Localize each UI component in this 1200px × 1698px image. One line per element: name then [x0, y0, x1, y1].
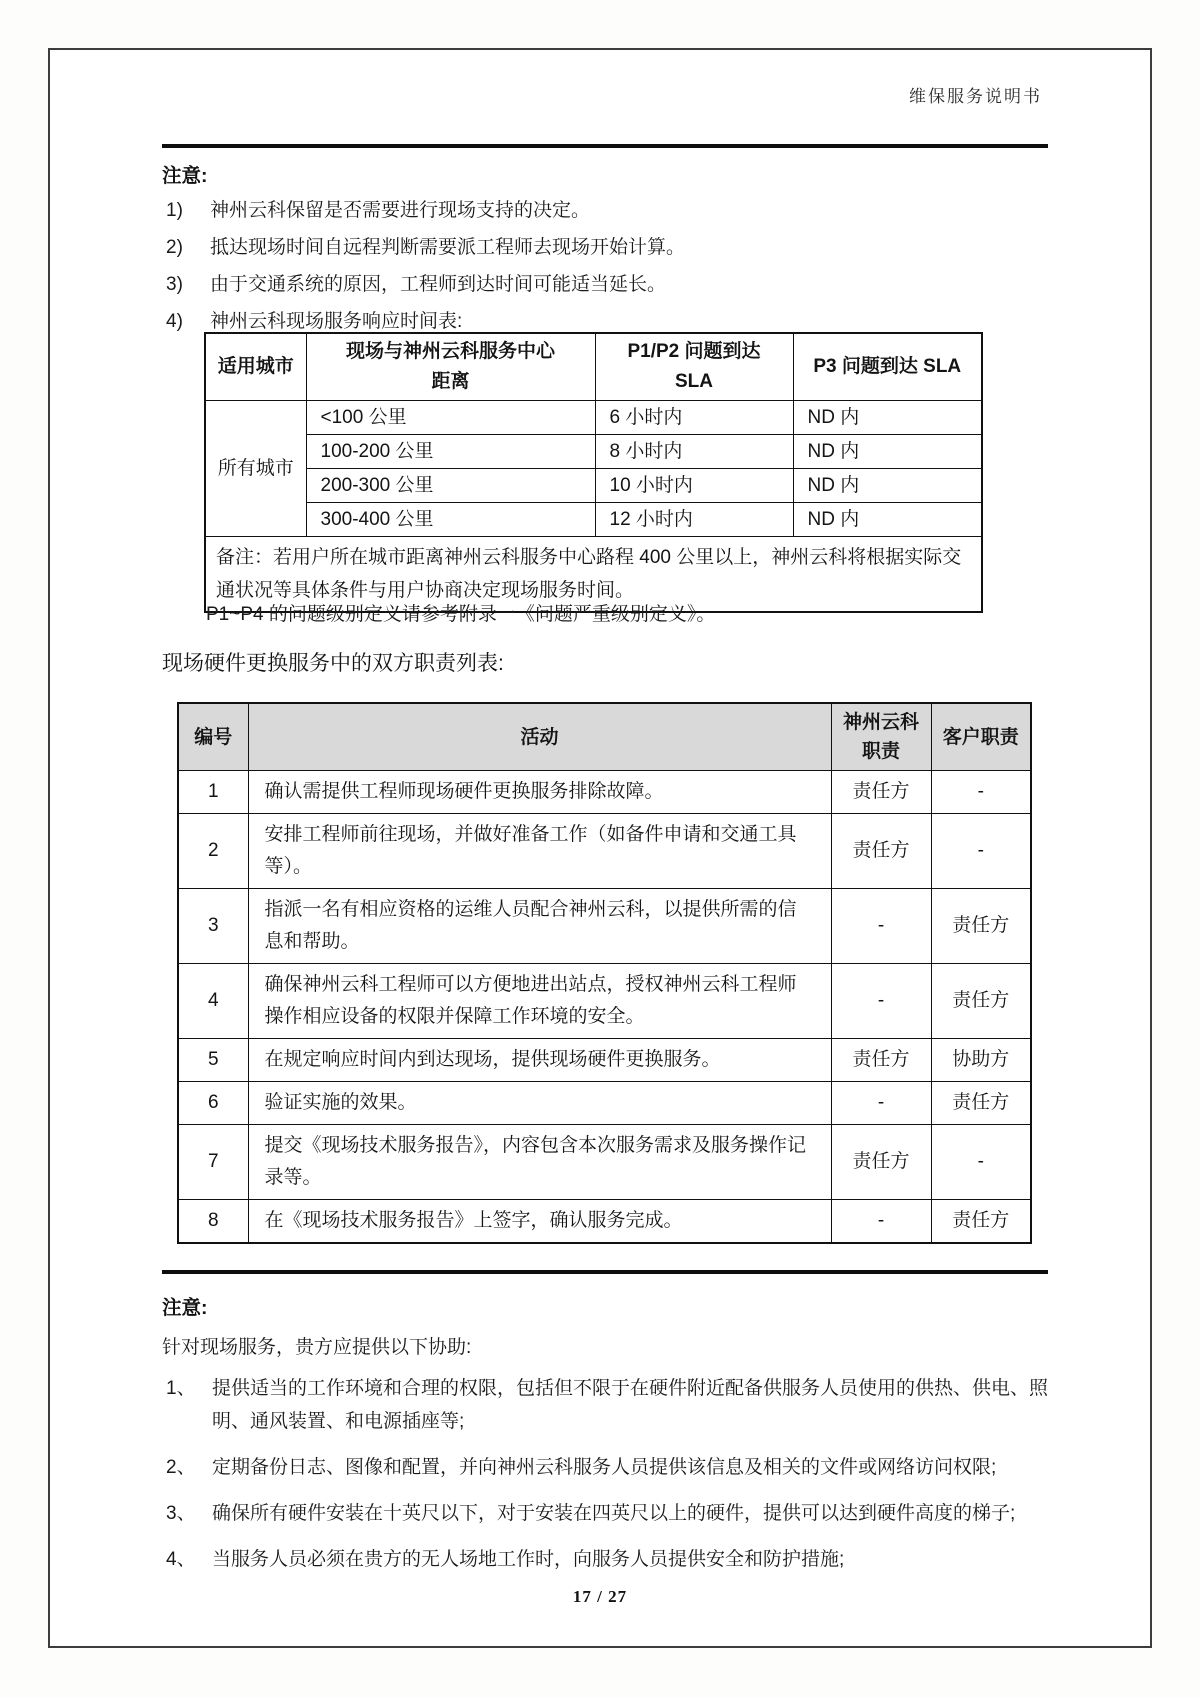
table-header-row — [205, 333, 982, 401]
cell-customer-role: 责任方 — [931, 964, 1031, 1039]
item-text: 确保所有硬件安装在十英尺以下，对于安装在四英尺以上的硬件，提供可以达到硬件高度的梯子; — [212, 1503, 1016, 1524]
list-item — [166, 192, 1066, 229]
cell-customer-role: - — [931, 814, 1031, 889]
col-header-no: 编号 — [178, 703, 248, 771]
cell-city: 所有城市 — [205, 401, 306, 537]
cell-activity: 安排工程师前往现场，并做好准备工作（如备件申请和交通工具等）。 — [248, 814, 831, 889]
cell-no: 7 — [178, 1125, 248, 1200]
section-heading: 现场硬件更换服务中的双方职责列表: — [162, 652, 504, 675]
cell-distance: <100 公里 — [306, 401, 595, 435]
cell-p1p2: 6 小时内 — [595, 401, 793, 435]
cell-distance: 300-400 公里 — [306, 503, 595, 537]
col-header-p3-sla: P3 问题到达 SLA — [793, 333, 982, 401]
table-row — [178, 814, 1031, 889]
table-row — [178, 889, 1031, 964]
table-row — [178, 1200, 1031, 1244]
table-row — [205, 503, 982, 537]
item-number: 2) — [166, 237, 183, 258]
table-row — [178, 1125, 1031, 1200]
table-row — [178, 964, 1031, 1039]
assistance-intro: 针对现场服务，贵方应提供以下协助: — [162, 1337, 472, 1358]
page-footer-number: 17 / 27 — [572, 1587, 628, 1606]
cell-activity: 确保神州云科工程师可以方便地进出站点，授权神州云科工程师操作相应设备的权限并保障工作环境的安全。 — [248, 964, 831, 1039]
item-text: 由于交通系统的原因，工程师到达时间可能适当延长。 — [210, 274, 667, 295]
cell-no: 4 — [178, 964, 248, 1039]
list-item — [166, 266, 1066, 303]
cell-no: 2 — [178, 814, 248, 889]
list-item — [166, 1451, 1052, 1484]
sla-response-table — [204, 332, 983, 613]
cell-no: 1 — [178, 771, 248, 814]
note-label-1: 注意: — [162, 165, 208, 187]
cell-customer-role: 协助方 — [931, 1039, 1031, 1082]
cell-remark: 备注：若用户所在城市距离神州云科服务中心路程 400 公里以上，神州云科将根据实际交通状况等具体条件与用户协商决定现场服务时间。 — [205, 537, 982, 613]
cell-customer-role: 责任方 — [931, 889, 1031, 964]
item-text: 抵达现场时间自远程判断需要派工程师去现场开始计算。 — [210, 237, 686, 258]
col-header-vendor-text: 神州云科职责 — [842, 712, 919, 762]
item-text: 提供适当的工作环境和合理的权限，包括但不限于在硬件附近配备供服务人员使用的供热、供电、照明、通风装置、和电源插座等; — [212, 1378, 1049, 1432]
table-row — [178, 771, 1031, 814]
item-number: 1) — [166, 200, 183, 221]
cell-vendor-role: - — [831, 1200, 931, 1244]
list-item — [166, 229, 1066, 266]
cell-no: 8 — [178, 1200, 248, 1244]
item-number: 2、 — [166, 1457, 196, 1478]
col-header-vendor — [831, 703, 931, 771]
cell-vendor-role: 责任方 — [831, 1039, 931, 1082]
ordered-list-1 — [166, 192, 1066, 340]
item-text: 当服务人员必须在贵方的无人场地工作时，向服务人员提供安全和防护措施; — [212, 1549, 845, 1570]
cell-customer-role: - — [931, 771, 1031, 814]
cell-vendor-role: - — [831, 964, 931, 1039]
table-row — [205, 435, 982, 469]
col-header-distance — [306, 333, 595, 401]
cell-vendor-role: 责任方 — [831, 771, 931, 814]
cell-vendor-role: 责任方 — [831, 1125, 931, 1200]
cell-p1p2: 10 小时内 — [595, 469, 793, 503]
item-text: 定期备份日志、图像和配置，并向神州云科服务人员提供该信息及相关的文件或网络访问权限; — [212, 1457, 997, 1478]
col-header-city: 适用城市 — [205, 333, 306, 401]
cell-customer-role: 责任方 — [931, 1082, 1031, 1125]
table-header-row — [178, 703, 1031, 771]
document-page — [48, 48, 1152, 1648]
list-item — [166, 1543, 1052, 1576]
table-row — [178, 1039, 1031, 1082]
cell-distance: 100-200 公里 — [306, 435, 595, 469]
cell-activity: 在《现场技术服务报告》上签字，确认服务完成。 — [248, 1200, 831, 1244]
list-item — [166, 1497, 1052, 1530]
item-text: 神州云科保留是否需要进行现场支持的决定。 — [210, 200, 591, 221]
cell-p1p2: 12 小时内 — [595, 503, 793, 537]
table-remark-row — [205, 537, 982, 613]
item-number: 4、 — [166, 1549, 196, 1570]
cell-vendor-role: - — [831, 1082, 931, 1125]
cell-p3: ND 内 — [793, 401, 982, 435]
cell-no: 3 — [178, 889, 248, 964]
cell-no: 5 — [178, 1039, 248, 1082]
col-header-p1p2-text: P1/P2 问题到达 SLA — [627, 341, 761, 392]
cell-activity: 在规定响应时间内到达现场，提供现场硬件更换服务。 — [248, 1039, 831, 1082]
cell-customer-role: - — [931, 1125, 1031, 1200]
col-header-activity: 活动 — [248, 703, 831, 771]
cell-activity: 提交《现场技术服务报告》，内容包含本次服务需求及服务操作记录等。 — [248, 1125, 831, 1200]
col-header-distance-text: 现场与神州云科服务中心距离 — [345, 341, 555, 392]
cell-vendor-role: - — [831, 889, 931, 964]
bottom-divider-rule — [162, 1270, 1048, 1274]
top-divider-rule — [162, 144, 1048, 148]
cell-activity: 验证实施的效果。 — [248, 1082, 831, 1125]
item-number: 3) — [166, 274, 183, 295]
col-header-customer: 客户职责 — [931, 703, 1031, 771]
cell-distance: 200-300 公里 — [306, 469, 595, 503]
note-label-2: 注意: — [162, 1297, 208, 1319]
item-number: 3、 — [166, 1503, 196, 1524]
responsibility-table — [177, 702, 1032, 1244]
item-number: 1、 — [166, 1378, 196, 1399]
cell-no: 6 — [178, 1082, 248, 1125]
col-header-p1p2-sla — [595, 333, 793, 401]
cell-activity: 指派一名有相应资格的运维人员配合神州云科，以提供所需的信息和帮助。 — [248, 889, 831, 964]
cell-p3: ND 内 — [793, 435, 982, 469]
cell-p3: ND 内 — [793, 469, 982, 503]
item-number: 4) — [166, 311, 183, 332]
cell-p3: ND 内 — [793, 503, 982, 537]
cell-customer-role: 责任方 — [931, 1200, 1031, 1244]
page-header-title: 维保服务说明书 — [909, 87, 1042, 106]
ordered-list-2 — [166, 1372, 1052, 1589]
item-text: 神州云科现场服务响应时间表: — [210, 311, 463, 332]
table-row — [205, 401, 982, 435]
cell-p1p2: 8 小时内 — [595, 435, 793, 469]
cell-activity: 确认需提供工程师现场硬件更换服务排除故障。 — [248, 771, 831, 814]
cell-vendor-role: 责任方 — [831, 814, 931, 889]
list-item — [166, 1372, 1052, 1438]
table-row — [178, 1082, 1031, 1125]
table-row — [205, 469, 982, 503]
p-level-reference-note: P1~P4 的问题级别定义请参考附录一《问题严重级别定义》。 — [206, 604, 716, 625]
